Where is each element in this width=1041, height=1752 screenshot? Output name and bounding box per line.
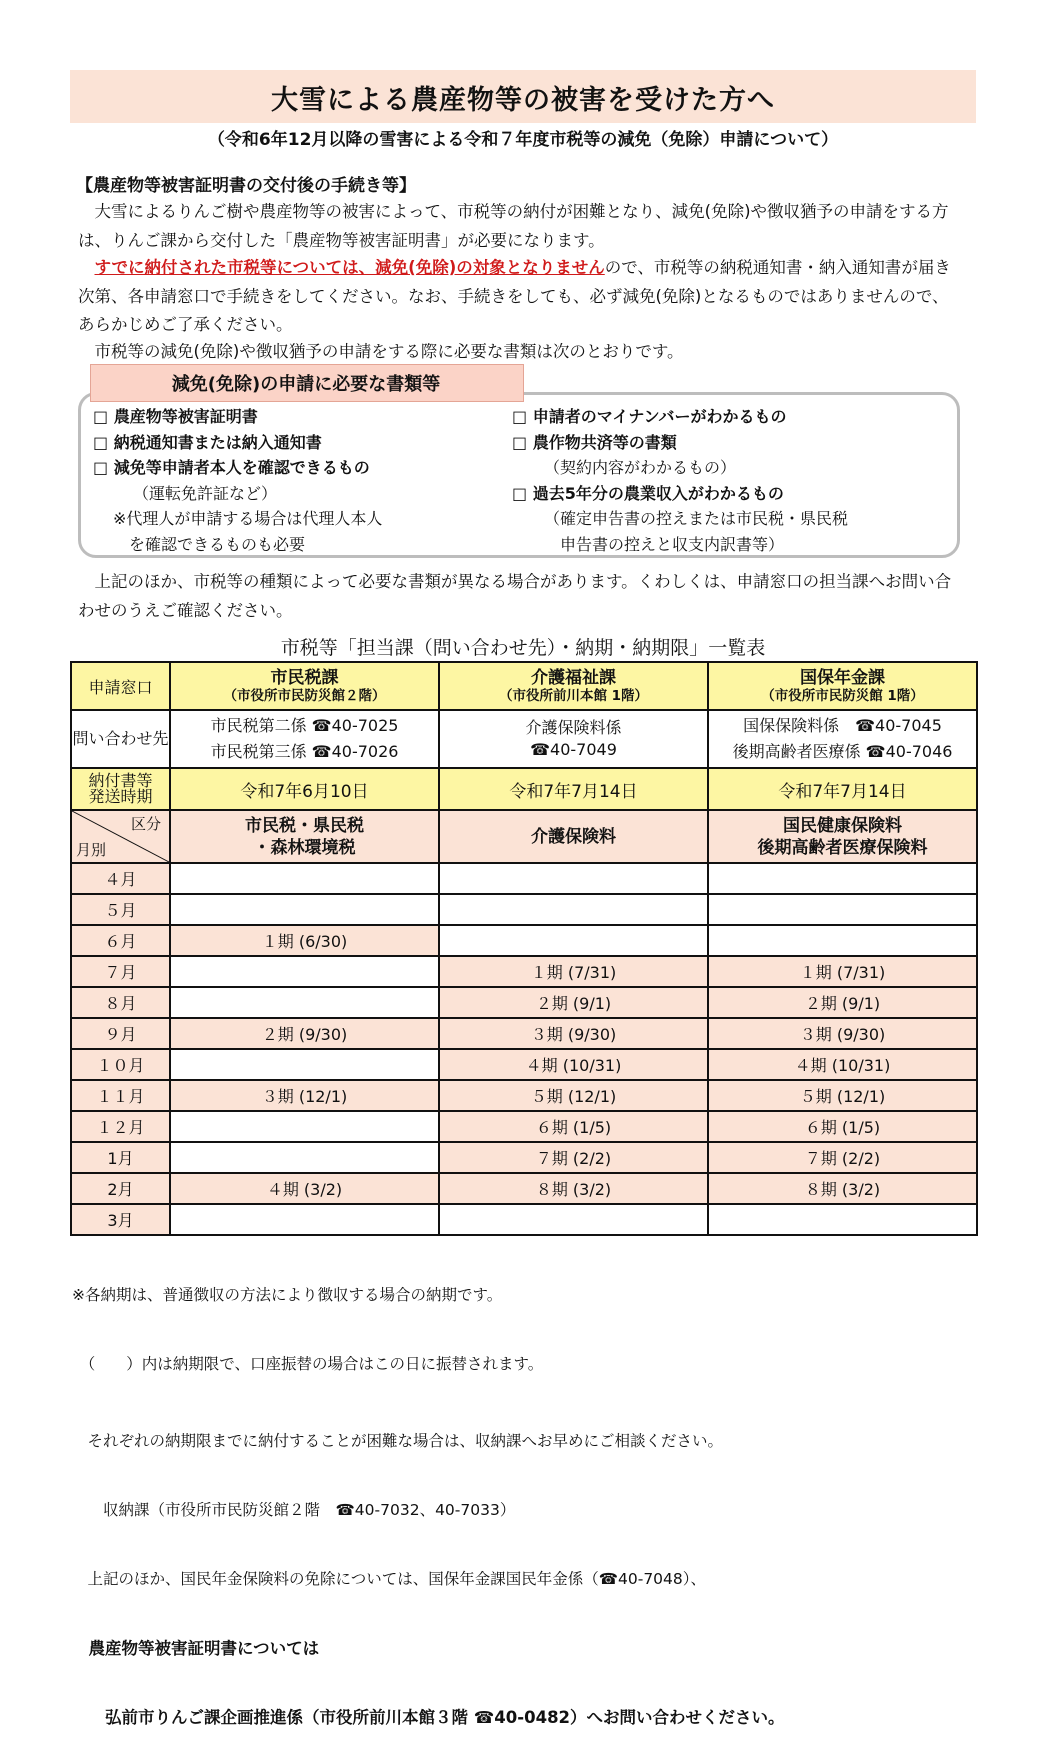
month-label: １０月: [71, 1049, 170, 1080]
category-cell: 国民健康保険料 後期高齢者医療保険料: [708, 810, 977, 863]
intro-paragraph-1: 大雪によるりんご樹や農産物等の被害によって、市税等の納付が困難となり、減免(免除)や徴収猶予の申請をする方は、りんご課から交付した「農産物等被害証明書」が必要になります。: [78, 202, 949, 250]
after-docs-paragraph: 上記のほか、市税等の種類によって必要な書類が異なる場合があります。くわしくは、申請窓口の担当課へお問い合わせのうえご確認ください。: [78, 572, 952, 620]
period-cell: [439, 925, 708, 956]
note-line: 農産物等被害証明書については: [72, 1639, 320, 1658]
period-cell: １期 (7/31): [708, 956, 977, 987]
period-cell: ７期 (2/2): [708, 1142, 977, 1173]
table-row: [71, 987, 977, 1018]
schedule-table: [70, 661, 978, 1236]
note-line: ※各納期は、普通徴収の方法により徴収する場合の納期です。: [72, 1286, 503, 1304]
doc-item-note: （契約内容がわかるもの）: [544, 458, 737, 477]
contact-label: 問い合わせ先: [71, 710, 170, 768]
period-cell: [708, 894, 977, 925]
send-date-row: [71, 768, 977, 810]
period-cell: ６期 (1/5): [708, 1111, 977, 1142]
month-label: ８月: [71, 987, 170, 1018]
send-date: 令和7年6月10日: [170, 768, 439, 810]
doc-item: □ 農作物共済等の書類: [512, 432, 677, 452]
table-row: [71, 1018, 977, 1049]
period-cell: １期 (7/31): [439, 956, 708, 987]
doc-item-note: （確定申告書の控えまたは市民税・県民税 申告書の控えと収支内訳書等）: [544, 509, 849, 554]
month-label: ９月: [71, 1018, 170, 1049]
table-row: [71, 1142, 977, 1173]
table-row: [71, 1080, 977, 1111]
table-row: [71, 1204, 977, 1235]
period-cell: [170, 987, 439, 1018]
month-label: １１月: [71, 1080, 170, 1111]
send-date: 令和7年7月14日: [439, 768, 708, 810]
doc-item: □ 過去5年分の農業収入がわかるもの: [512, 483, 784, 503]
category-cell: 介護保険料: [439, 810, 708, 863]
doc-item: □ 農産物等被害証明書: [93, 407, 258, 426]
category-row: [71, 810, 977, 863]
period-cell: [170, 894, 439, 925]
period-cell: [170, 1204, 439, 1235]
period-cell: [708, 863, 977, 894]
note-line: 収納課（市役所市民防災館２階 ☎40-7032、40-7033）: [72, 1501, 516, 1519]
month-label: ７月: [71, 956, 170, 987]
procedure-heading: 【農産物等被害証明書の交付後の手続き等】: [76, 176, 416, 196]
intro-paragraph-2-rest: ので、市税等の納税通知書・納入通知書が届き次第、各申請窓口で手続きをしてください。なお、手続きをしても、必ず減免(免除)となるものではありませんので、あらかじめご了承ください。: [78, 258, 951, 334]
period-cell: [170, 1142, 439, 1173]
table-row: [71, 863, 977, 894]
period-cell: [170, 863, 439, 894]
period-cell: [439, 863, 708, 894]
period-cell: [439, 1204, 708, 1235]
period-cell: [170, 1111, 439, 1142]
intro-paragraph-3: 市税等の減免(免除)や徴収猶予の申請をする際に必要な書類は次のとおりです。: [78, 342, 684, 361]
dept-header: 国保年金課 （市役所市民防災館 1階）: [708, 662, 977, 710]
send-date-label: 納付書等 発送時期: [71, 768, 170, 810]
note-line: 弘前市りんご課企画推進係（市役所前川本館３階 ☎40-0482）へお問い合わせください。: [72, 1708, 785, 1727]
window-label: 申請窓口: [71, 662, 170, 710]
corner-cell: [71, 810, 170, 863]
warning-text: すでに納付された市税等については、減免(免除)の対象となりません: [94, 258, 605, 277]
table-row: [71, 956, 977, 987]
month-label: 2月: [71, 1173, 170, 1204]
period-cell: ２期 (9/1): [439, 987, 708, 1018]
page-title: 大雪による農産物等の被害を受けた方へ: [271, 85, 775, 116]
period-cell: ６期 (1/5): [439, 1111, 708, 1142]
category-cell: 市民税・県民税 ・森林環境税: [170, 810, 439, 863]
period-cell: ４期 (3/2): [170, 1173, 439, 1204]
period-cell: ４期 (10/31): [708, 1049, 977, 1080]
table-row: [71, 925, 977, 956]
period-cell: [708, 1204, 977, 1235]
period-cell: ２期 (9/1): [708, 987, 977, 1018]
dept-header: 介護福祉課 （市役所前川本館 1階）: [439, 662, 708, 710]
corner-top-label: 区分: [130, 815, 161, 833]
month-label: ４月: [71, 863, 170, 894]
period-cell: [170, 956, 439, 987]
contact-cell: 国保保険料係 ☎40-7045 後期高齢者医療係 ☎40-7046: [708, 710, 977, 768]
send-date: 令和7年7月14日: [708, 768, 977, 810]
period-cell: ２期 (9/30): [170, 1018, 439, 1049]
note-line: それぞれの納期限までに納付することが困難な場合は、収納課へお早めにご相談ください。: [72, 1432, 724, 1450]
period-cell: ８期 (3/2): [439, 1173, 708, 1204]
period-cell: [170, 1049, 439, 1080]
period-cell: [439, 894, 708, 925]
period-cell: ５期 (12/1): [708, 1080, 977, 1111]
table-row: [71, 894, 977, 925]
table-row: [71, 1173, 977, 1204]
docs-right-list: [512, 404, 942, 557]
period-cell: ３期 (12/1): [170, 1080, 439, 1111]
contact-cell: 介護保険料係 ☎40-7049: [439, 710, 708, 768]
intro-paragraph-2: [78, 254, 958, 340]
period-cell: ３期 (9/30): [708, 1018, 977, 1049]
month-label: １２月: [71, 1111, 170, 1142]
page-subtitle: （令和6年12月以降の雪害による令和７年度市税等の減免（免除）申請について）: [207, 130, 839, 150]
period-cell: ８期 (3/2): [708, 1173, 977, 1204]
note-line: 上記のほか、国民年金保険料の免除については、国保年金課国民年金係（☎40-7048）、: [72, 1570, 707, 1588]
proxy-note: ※代理人が申請する場合は代理人本人 を確認できるものも必要: [113, 509, 383, 554]
doc-item: □ 減免等申請者本人を確認できるもの: [93, 458, 370, 477]
period-cell: ３期 (9/30): [439, 1018, 708, 1049]
table-title: 市税等「担当課（問い合わせ先）・納期・納期限」一覧表: [280, 637, 766, 659]
note-line: （ ）内は納期限で、口座振替の場合はこの日に振替されます。: [72, 1355, 544, 1373]
doc-item: □ 納税通知書または納入通知書: [93, 432, 322, 452]
contact-row: [71, 710, 977, 768]
month-label: 3月: [71, 1204, 170, 1235]
dept-header: 市民税課 （市役所市民防災館２階）: [170, 662, 439, 710]
doc-item-note: （運転免許証など）: [133, 483, 278, 503]
doc-item: □ 申請者のマイナンバーがわかるもの: [512, 407, 787, 426]
month-label: ５月: [71, 894, 170, 925]
window-row: [71, 662, 977, 710]
month-rows: [71, 863, 977, 1235]
period-cell: [708, 925, 977, 956]
notes: [72, 1238, 972, 1752]
corner-bottom-label: 月別: [76, 841, 107, 859]
contact-cell: 市民税第二係 ☎40-7025 市民税第三係 ☎40-7026: [170, 710, 439, 768]
docs-left-list: [93, 404, 513, 557]
table-row: [71, 1049, 977, 1080]
period-cell: １期 (6/30): [170, 925, 439, 956]
required-docs-label: 減免(免除)の申請に必要な書類等: [171, 374, 441, 395]
period-cell: ５期 (12/1): [439, 1080, 708, 1111]
table-row: [71, 1111, 977, 1142]
month-label: ６月: [71, 925, 170, 956]
month-label: 1月: [71, 1142, 170, 1173]
period-cell: ４期 (10/31): [439, 1049, 708, 1080]
period-cell: ７期 (2/2): [439, 1142, 708, 1173]
